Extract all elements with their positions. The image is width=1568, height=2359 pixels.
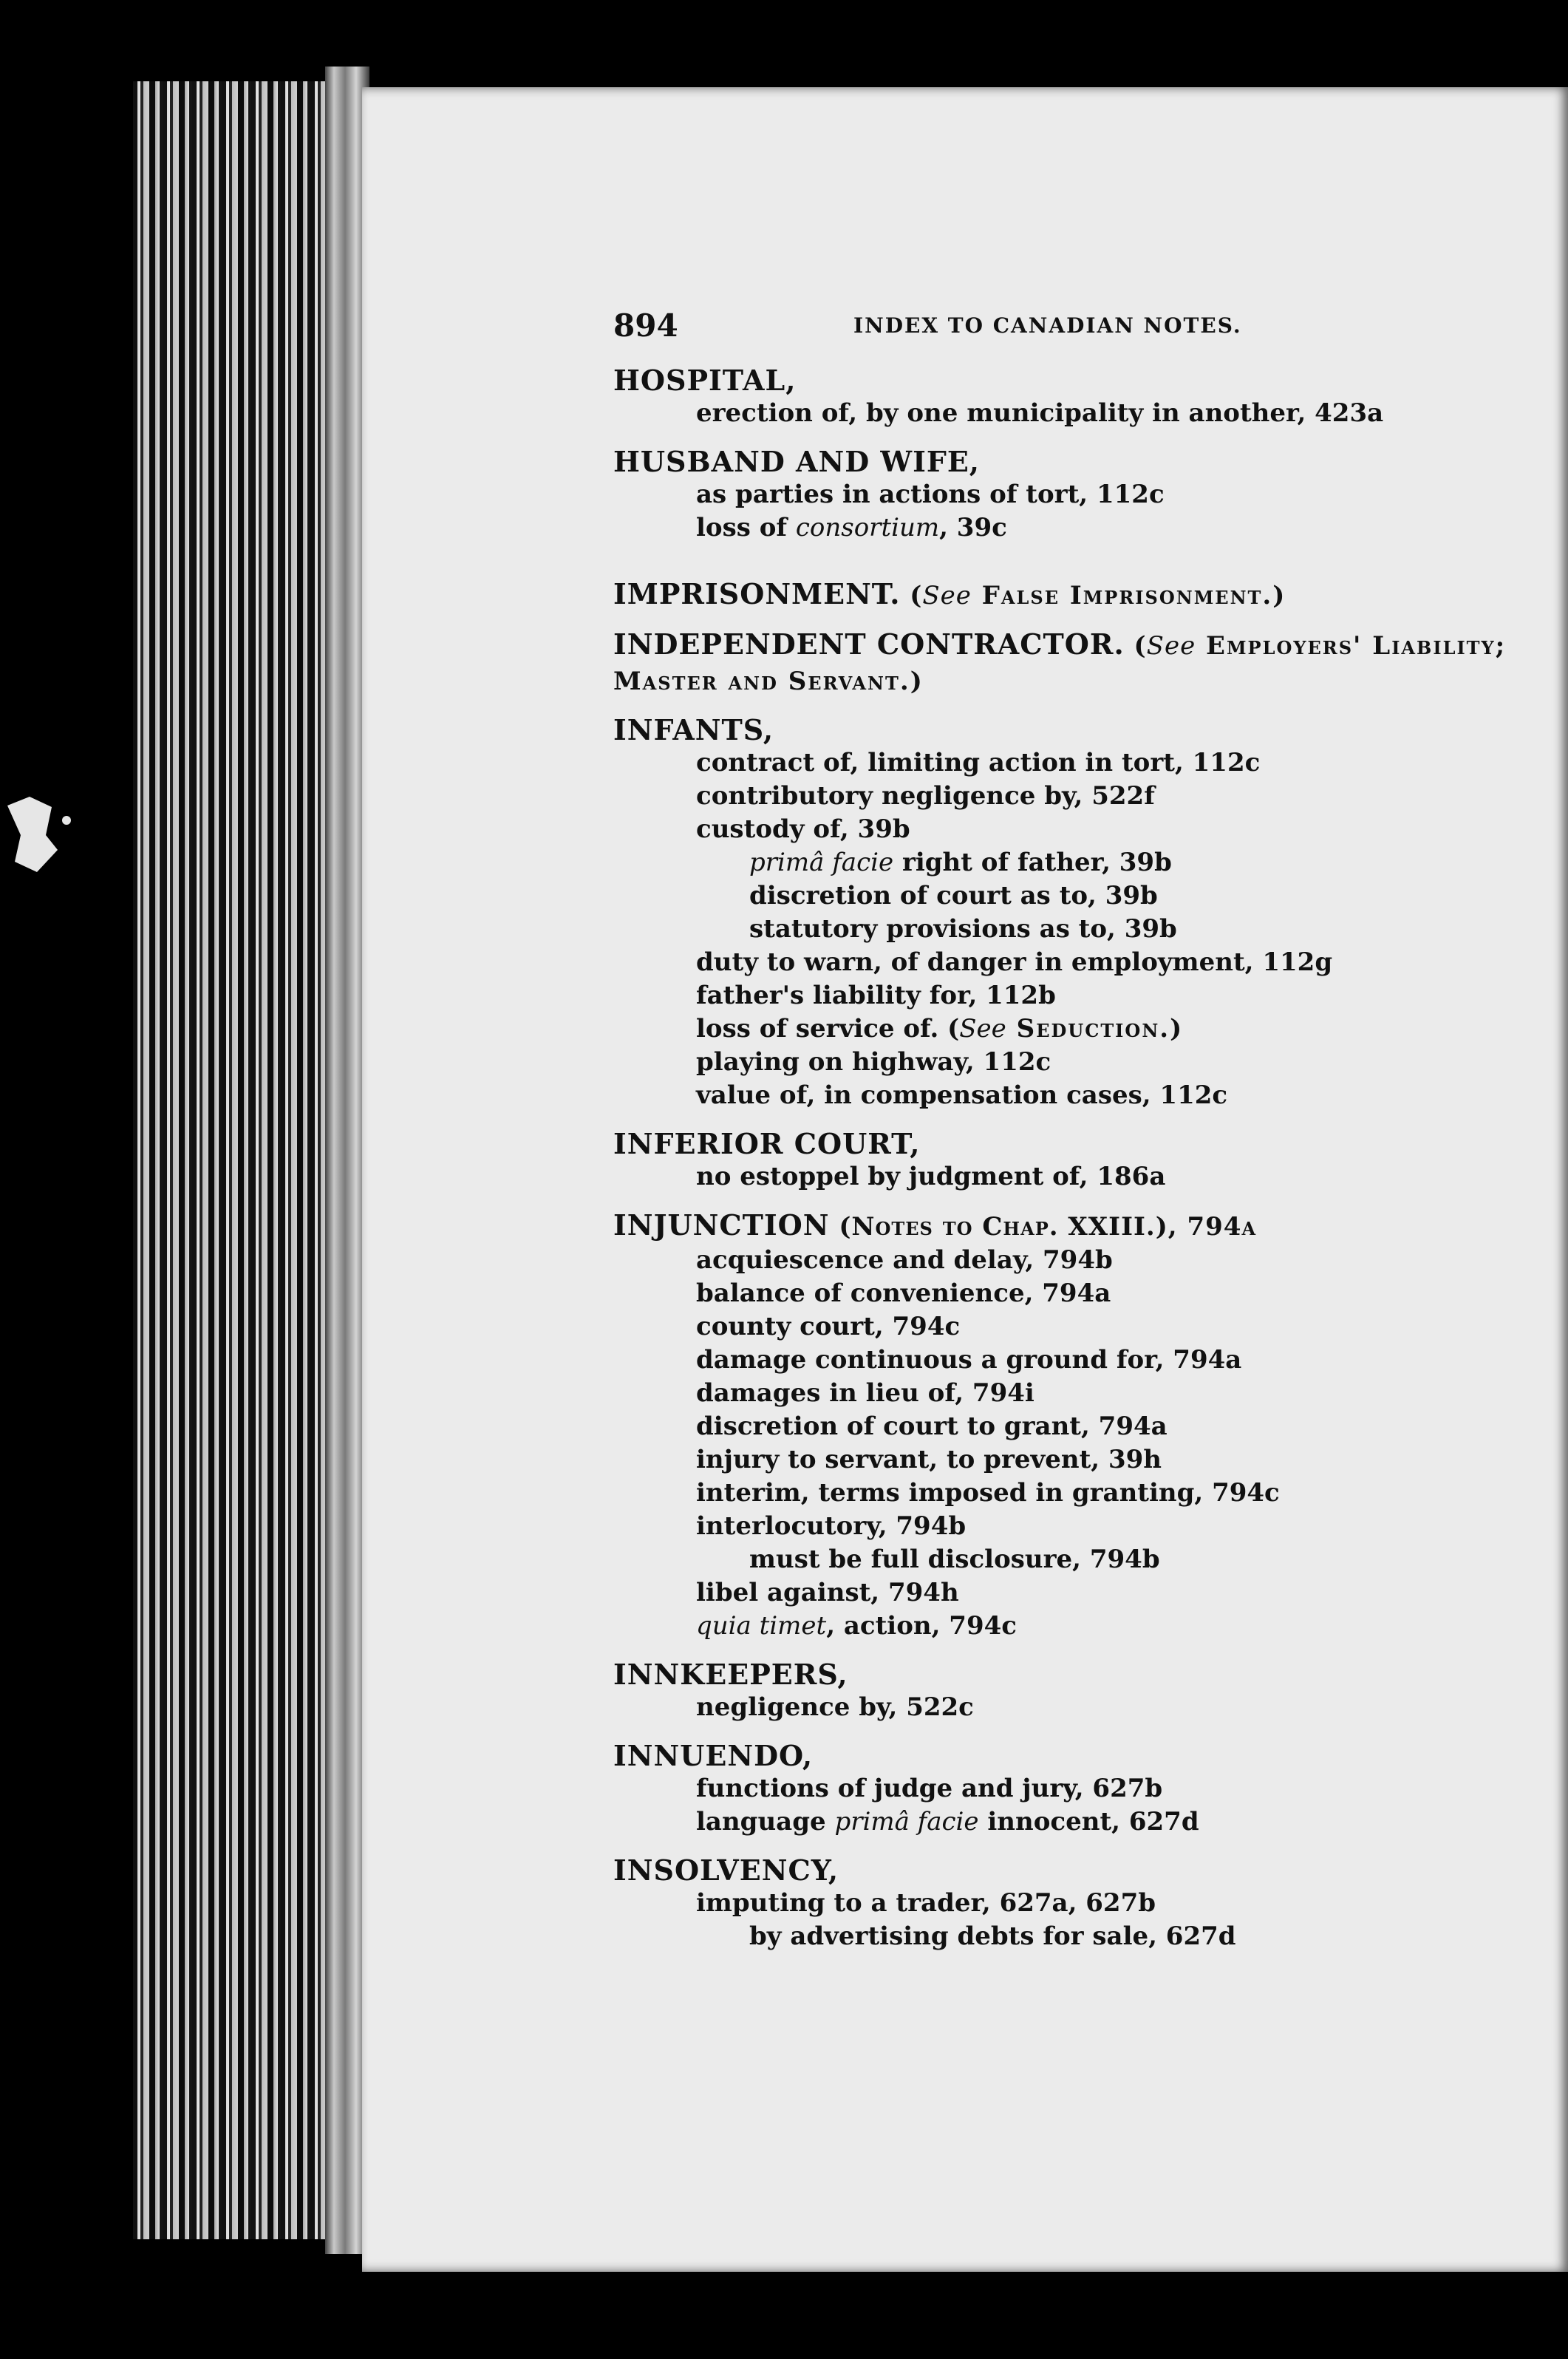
entry-item: duty to warn, of danger in employment, 112g: [696, 947, 1333, 977]
heading-text: IMPRISONMENT.: [613, 577, 901, 610]
cross-ref-target: Master and Servant.: [613, 667, 910, 696]
entry-heading: HUSBAND AND WIFE,: [613, 445, 981, 478]
entry-heading: INNUENDO,: [613, 1739, 814, 1772]
heading-text: INJUNCTION: [613, 1208, 830, 1242]
entry-item: [613, 511, 1568, 545]
cross-ref-target: Seduction.: [1006, 1014, 1170, 1044]
entry-heading-continued: [613, 663, 1568, 698]
entry-item: damages in lieu of, 794i: [696, 1378, 1034, 1408]
page-number: 894: [613, 307, 678, 344]
entry-subitem: by advertising debts for sale, 627d: [749, 1921, 1236, 1951]
entry-heading: [613, 1208, 1568, 1244]
entry-innkeepers: [613, 1658, 1568, 1724]
entry-item: [613, 1805, 1568, 1839]
item-italic: quia timet: [696, 1611, 827, 1641]
paper-speck-marks: [0, 791, 81, 894]
entry-inferior-court: [613, 1127, 1568, 1194]
entry-hospital: [613, 364, 1568, 430]
entry-item: [613, 1610, 1568, 1643]
entry-heading: [613, 577, 1568, 613]
entry-item: erection of, by one municipality in another, 423a: [696, 398, 1384, 428]
entry-heading: [613, 627, 1568, 663]
entry-item: injury to servant, to prevent, 39h: [696, 1445, 1162, 1474]
item-italic: primâ facie: [749, 848, 894, 877]
entry-heading: INNKEEPERS,: [613, 1658, 848, 1691]
heading-text: INDEPENDENT CONTRACTOR.: [613, 627, 1125, 661]
entry-item: imputing to a trader, 627a, 627b: [696, 1888, 1156, 1918]
entry-item: playing on highway, 112c: [696, 1047, 1051, 1077]
cross-ref-see: See: [1146, 631, 1196, 661]
entry-subitem: discretion of court as to, 39b: [749, 881, 1158, 910]
entry-item: as parties in actions of tort, 112c: [696, 480, 1165, 509]
entry-item: interim, terms imposed in granting, 794c: [696, 1478, 1280, 1508]
entry-item: [613, 1012, 1568, 1046]
entry-item: negligence by, 522c: [696, 1692, 974, 1722]
item-text: language: [696, 1807, 835, 1837]
entry-insolvency: [613, 1854, 1568, 1953]
entry-item: acquiescence and delay, 794b: [696, 1245, 1113, 1275]
running-head: INDEX TO CANADIAN NOTES.: [853, 313, 1242, 338]
cross-ref-open: (: [900, 581, 923, 610]
entry-item: balance of convenience, 794a: [696, 1279, 1111, 1308]
cross-ref-target: False Imprisonment.: [971, 581, 1273, 610]
entry-heading: INSOLVENCY,: [613, 1854, 839, 1887]
cross-ref-open: (: [1124, 631, 1147, 661]
entry-item: county court, 794c: [696, 1312, 961, 1341]
entry-innuendo: [613, 1739, 1568, 1839]
item-text: loss of: [696, 513, 796, 542]
page-header: [613, 307, 1568, 352]
entry-subitem: must be full disclosure, 794b: [749, 1545, 1160, 1574]
entry-item: value of, in compensation cases, 112c: [696, 1080, 1228, 1110]
entry-husband-and-wife: [613, 445, 1568, 545]
item-italic: consortium: [795, 513, 940, 542]
entry-subitem: [613, 846, 1568, 879]
entry-item: custody of, 39b: [696, 814, 910, 844]
item-text: right of father, 39b: [893, 848, 1172, 877]
item-text: innocent, 627d: [978, 1807, 1199, 1837]
entry-heading: INFERIOR COURT,: [613, 1127, 921, 1160]
cross-ref-close: ): [1272, 581, 1286, 610]
entry-item: no estoppel by judgment of, 186a: [696, 1162, 1166, 1191]
cross-ref-see: See: [959, 1014, 1006, 1044]
index-list: [613, 364, 1568, 1968]
entry-imprisonment: [613, 577, 1568, 613]
entry-injunction: [613, 1208, 1568, 1643]
cross-ref-target: Employers' Liability;: [1196, 631, 1507, 661]
item-text: , action, 794c: [826, 1611, 1017, 1641]
item-text: loss of service of. (: [696, 1014, 960, 1044]
entry-item: father's liability for, 112b: [696, 981, 1056, 1010]
entry-independent-contractor: [613, 627, 1568, 698]
item-italic: primâ facie: [834, 1807, 979, 1837]
entry-heading: INFANTS,: [613, 713, 774, 746]
entry-item: contract of, limiting action in tort, 112c: [696, 748, 1261, 777]
entry-item: functions of judge and jury, 627b: [696, 1774, 1163, 1803]
entry-item: contributory negligence by, 522f: [696, 781, 1155, 811]
entry-item: interlocutory, 794b: [696, 1511, 967, 1541]
cross-ref-close: ): [1170, 1014, 1182, 1044]
entry-item: discretion of court to grant, 794a: [696, 1412, 1168, 1441]
entry-subitem: statutory provisions as to, 39b: [749, 914, 1177, 944]
item-text: , 39c: [939, 513, 1007, 542]
entry-heading: HOSPITAL,: [613, 364, 797, 397]
entry-item: damage continuous a ground for, 794a: [696, 1345, 1242, 1375]
heading-note: (Notes to Chap. XXIII.), 794a: [829, 1212, 1257, 1242]
cross-ref-see: See: [922, 581, 972, 610]
book-page: [362, 87, 1568, 2272]
cross-ref-close: ): [910, 667, 923, 696]
entry-infants: [613, 713, 1568, 1112]
entry-item: libel against, 794h: [696, 1578, 959, 1607]
